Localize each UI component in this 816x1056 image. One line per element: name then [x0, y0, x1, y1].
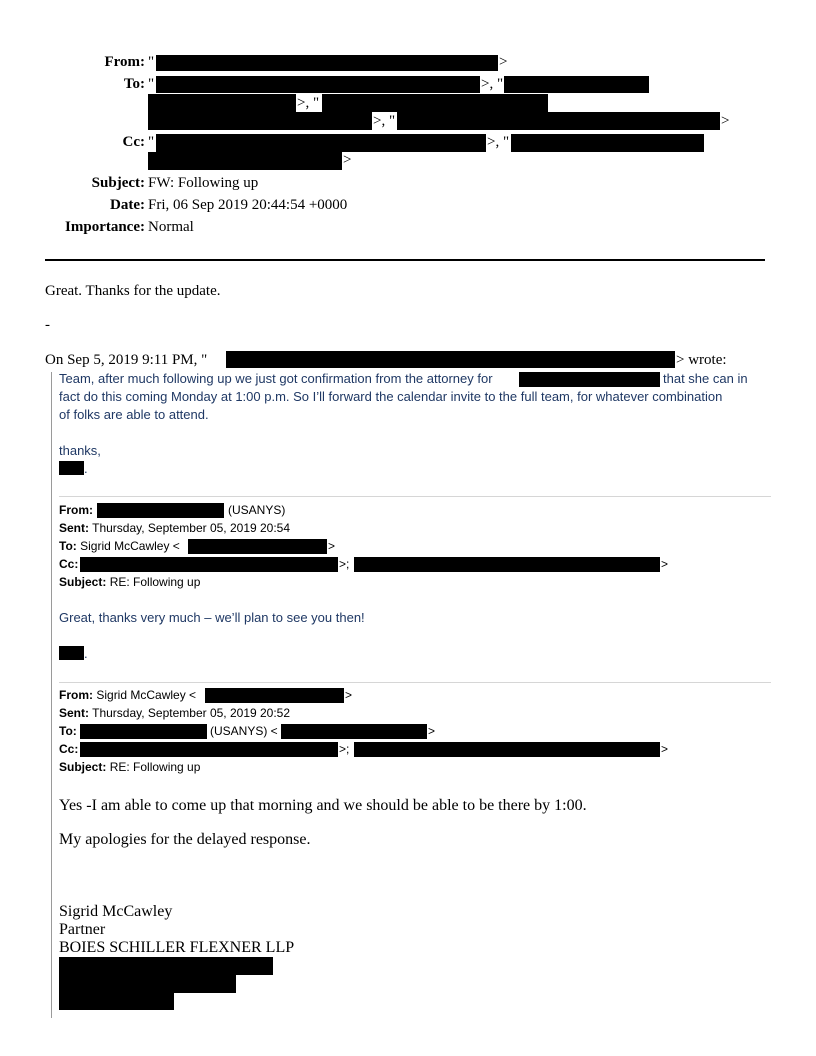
- quoted2-to-value: Sigrid McCawley <: [80, 539, 180, 553]
- cc-sep-1: >, ": [487, 134, 510, 150]
- redaction-cc-2: [511, 134, 704, 152]
- redaction-to-3: [148, 94, 296, 112]
- quoted3-sent-label: Sent:: [59, 706, 89, 720]
- redaction-to-5: [148, 112, 372, 130]
- quoted2-cc-label: Cc:: [59, 557, 79, 571]
- redaction-quoted2-signoff: [59, 646, 84, 660]
- header-divider: [45, 259, 765, 261]
- redaction-signature-3: [59, 993, 174, 1010]
- redaction-attribution-sender: [226, 351, 675, 368]
- redaction-to-4: [322, 94, 548, 112]
- redaction-signature-2: [59, 975, 236, 993]
- quoted2-subject-value: RE: Following up: [109, 575, 201, 589]
- redaction-quoted3-to-1: [80, 724, 207, 739]
- quoted3-from-value: Sigrid McCawley <: [96, 688, 197, 702]
- quoted2-cc-close: >: [661, 557, 669, 571]
- quoted3-body-2: My apologies for the delayed response.: [59, 831, 311, 848]
- quoted1-line2: fact do this coming Monday at 1:00 p.m. So I’ll forward the calendar invite to the full team, for whatever combination: [59, 389, 723, 404]
- quoted3-from-label: From:: [59, 688, 93, 702]
- cc-open-quote: ": [148, 134, 155, 150]
- attribution-suffix: > wrote:: [676, 352, 727, 368]
- quoted2-body: Great, thanks very much – we’ll plan to see you then!: [59, 610, 365, 625]
- quoted2-from-row: [59, 503, 93, 517]
- quoted3-cc-sep: >;: [339, 742, 350, 756]
- to-sep-3: >, ": [373, 113, 396, 129]
- quoted2-to-row: [59, 539, 180, 553]
- redaction-to-1: [156, 76, 480, 93]
- signature-firm: BOIES SCHILLER FLEXNER LLP: [59, 939, 295, 956]
- quoted2-from-label: From:: [59, 503, 93, 517]
- to-label: To:: [123, 76, 145, 92]
- from-open-quote: ": [148, 54, 155, 70]
- redaction-quoted3-cc-2: [354, 742, 660, 757]
- message-body: Great. Thanks for the update.: [45, 283, 221, 299]
- cc-label: Cc:: [122, 134, 145, 150]
- quoted1-period: .: [84, 461, 88, 476]
- to-sep-2: >, ": [297, 95, 320, 111]
- redaction-quoted3-cc-1: [80, 742, 338, 757]
- quoted2-subject-row: [59, 575, 200, 589]
- quoted3-to-label: To:: [59, 724, 77, 738]
- redaction-to-6: [397, 112, 720, 130]
- quoted3-sent-row: [59, 706, 290, 720]
- quoted2-cc-row: [59, 557, 78, 571]
- quoted2-subject-label: Subject:: [59, 575, 107, 589]
- quoted1-divider: [59, 496, 771, 497]
- signature-name: Sigrid McCawley: [59, 903, 173, 920]
- quoted3-to-suffix: (USANYS) <: [210, 724, 278, 738]
- quoted3-subject-label: Subject:: [59, 760, 107, 774]
- redaction-attorney-client: [519, 372, 660, 387]
- redaction-quoted3-from: [205, 688, 344, 703]
- redaction-quoted1-signoff: [59, 461, 84, 475]
- quoted2-cc-sep: >;: [339, 557, 350, 571]
- redaction-quoted2-from: [97, 503, 224, 518]
- cc-close-angle: >: [343, 152, 352, 168]
- quoted3-to-close: >: [428, 724, 436, 738]
- quoted3-from-row: [59, 688, 196, 702]
- quoted2-to-label: To:: [59, 539, 77, 553]
- redaction-to-2: [504, 76, 649, 93]
- quoted1-line1a: Team, after much following up we just got confirmation from the attorney for: [59, 371, 493, 386]
- redaction-from-address: [156, 55, 498, 71]
- redaction-cc-3: [148, 152, 342, 170]
- attribution-prefix: On Sep 5, 2019 9:11 PM, ": [45, 352, 208, 368]
- message-dash: -: [45, 317, 50, 333]
- redaction-quoted2-cc-2: [354, 557, 660, 572]
- quoted3-to-row: [59, 724, 77, 738]
- quoted2-sent-row: [59, 521, 290, 535]
- quoted3-body-1: Yes -I am able to come up that morning and we should be able to be there by 1:00.: [59, 797, 587, 814]
- importance-label: Importance:: [65, 219, 145, 235]
- quoted2-sent-value: Thursday, September 05, 2019 20:54: [92, 521, 291, 535]
- quoted3-subject-value: RE: Following up: [109, 760, 201, 774]
- date-label: Date:: [110, 197, 145, 213]
- quoted2-from-suffix: (USANYS): [228, 503, 286, 517]
- quoted3-cc-close: >: [661, 742, 669, 756]
- quoted2-sent-label: Sent:: [59, 521, 89, 535]
- quoted3-cc-row: [59, 742, 78, 756]
- date-value: Fri, 06 Sep 2019 20:44:54 +0000: [148, 197, 348, 213]
- to-close-angle: >: [721, 113, 730, 129]
- quoted3-cc-label: Cc:: [59, 742, 79, 756]
- quoted3-subject-row: [59, 760, 200, 774]
- quoted2-divider: [59, 682, 771, 683]
- subject-label: Subject:: [91, 175, 145, 191]
- redaction-quoted2-to: [188, 539, 327, 554]
- signature-title: Partner: [59, 921, 106, 938]
- redaction-cc-1: [156, 134, 486, 152]
- quoted1-line1b: that she can in: [663, 371, 748, 386]
- redaction-quoted3-to-2: [281, 724, 427, 739]
- quote-bar: [51, 372, 52, 1018]
- quoted3-from-close: >: [345, 688, 353, 702]
- to-open-quote: ": [148, 76, 155, 92]
- quoted2-to-close: >: [328, 539, 336, 553]
- quoted2-period: .: [84, 646, 88, 661]
- from-label: From:: [104, 54, 145, 70]
- redaction-signature-1: [59, 957, 273, 975]
- subject-value: FW: Following up: [148, 175, 259, 191]
- to-sep-1: >, ": [481, 76, 504, 92]
- quoted1-line3: of folks are able to attend.: [59, 407, 209, 422]
- quoted3-sent-value: Thursday, September 05, 2019 20:52: [92, 706, 291, 720]
- from-close-angle: >: [499, 54, 508, 70]
- redaction-quoted2-cc-1: [80, 557, 338, 572]
- importance-value: Normal: [148, 219, 194, 235]
- quoted1-thanks: thanks,: [59, 443, 101, 458]
